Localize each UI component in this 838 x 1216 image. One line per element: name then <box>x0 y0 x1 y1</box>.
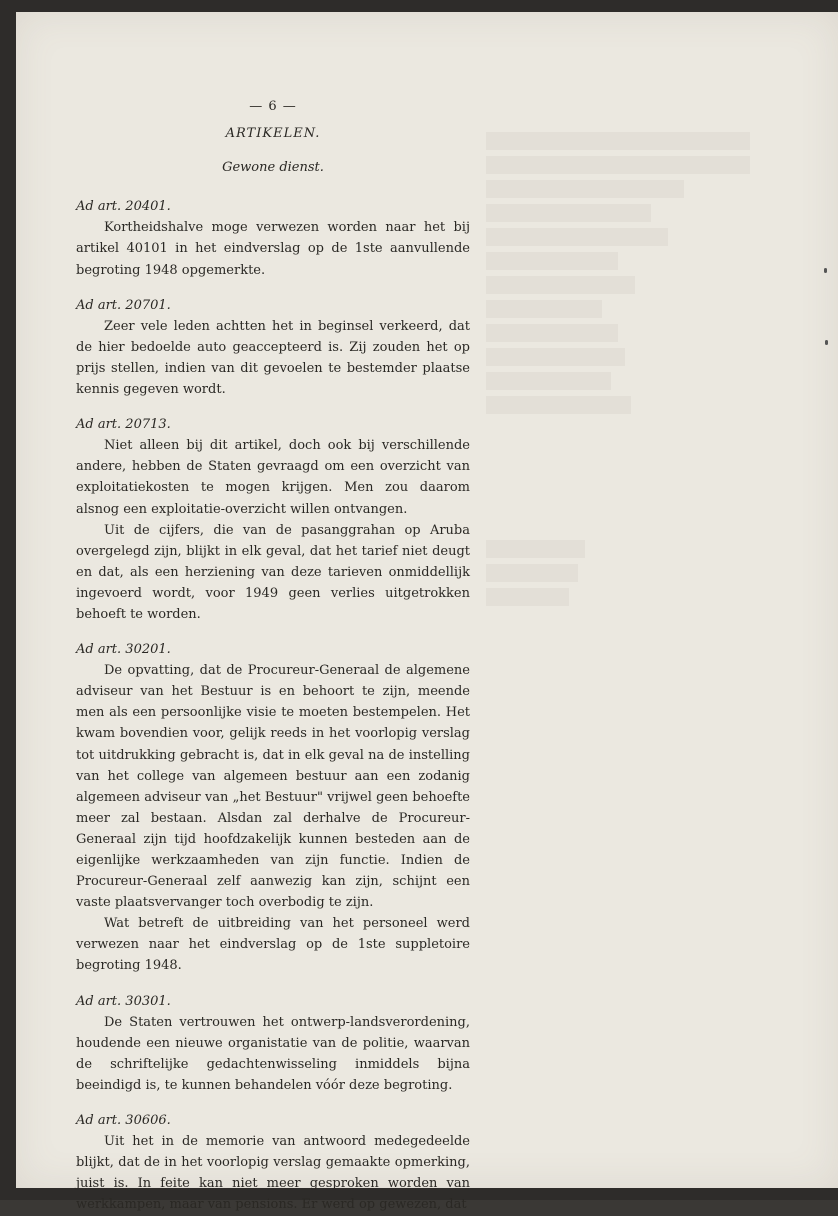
scan-speck <box>824 268 827 273</box>
paragraph: Uit het in de memorie van antwoord medegedeelde blijkt, dat de in het voorlopig verslag gemaakte opmerking, juist is. In feite kan niet meer gesproken worden van werkkampen, maar van pensions. Er werd op gewezen, dat <box>76 1134 470 1213</box>
section-title: Ad art. 30301. <box>76 993 171 1009</box>
paragraph: Uit de cijfers, die van de pasanggrahan op Aruba overgelegd zijn, blijkt in elk geval, dat het tarief niet deugt en dat, als een herziening van deze tarieven onmiddellijk ingevoerd wordt, voor 1949 geen verlies uitgetrokken behoeft te worden. <box>76 522 470 622</box>
section-30301 <box>76 991 470 1096</box>
paragraph: De Staten vertrouwen het ontwerp-landsverordening, houdende een nieuwe organistatie van de politie, waarvan de schriftelijke gedachtenwisseling inmiddels bijna beeindigd is, te kunnen behandelen vóór deze begroting. <box>76 1014 470 1093</box>
section-title: Ad art. 30606. <box>76 1113 171 1129</box>
section-20401 <box>76 196 470 280</box>
page-number: — 6 — <box>249 99 297 114</box>
paragraph: Niet alleen bij dit artikel, doch ook bij verschillende andere, hebben de Staten gevraagd om een overzicht van exploitatiekosten te mogen krijgen. Men zou daarom alsnog een exploitatie-overzicht willen ontvangen. <box>76 438 470 517</box>
document-subheading: Gewone dienst. <box>222 160 324 176</box>
bleed-through-text <box>486 132 816 1032</box>
paragraph: Zeer vele leden achtten het in beginsel verkeerd, dat de hier bedoelde auto geaccepteerd is. Zij zouden het op prijs stellen, indien van dit gevoelen te bestemder plaatse kennis gegeven wordt. <box>76 318 470 398</box>
section-20701 <box>76 295 470 400</box>
section-title: Ad art. 20713. <box>76 417 171 433</box>
section-title: Ad art. 20701. <box>76 297 171 313</box>
document-heading: ARTIKELEN. <box>225 126 321 142</box>
section-title: Ad art. 20401. <box>76 199 171 215</box>
section-title: Ad art. 30201. <box>76 642 171 658</box>
document-page <box>16 12 838 1213</box>
paragraph: Kortheidshalve moge verwezen worden naar het bij artikel 40101 in het eindverslag op de 1ste aanvullende begroting 1948 opgemerkte. <box>76 220 470 278</box>
paragraph: Wat betreft de uitbreiding van het personeel werd verwezen naar het eindverslag op de 1ste suppletoire begroting 1948. <box>76 916 470 974</box>
document-body <box>76 96 470 1216</box>
section-20713 <box>76 414 470 625</box>
scan-speck <box>825 340 828 345</box>
section-30201 <box>76 639 470 977</box>
paragraph: De opvatting, dat de Procureur-Generaal de algemene adviseur van het Bestuur is en behoort te zijn, meende men als een persoonlijke visie te moeten bestempelen. Het kwam bovendien voor, gelijk reeds in het voorlopig verslag tot uitdrukking gebracht is, dat in elk geval na de instelling van het college van algemeen bestuur aan een zodanig algemeen adviseur van „het Bestuur" vrijwel geen behoefte meer zal bestaan. Alsdan zal derhalve de Procureur-Generaal zijn tijd hoofdzakelijk kunnen besteden aan de eigenlijke werkzaamheden van zijn functie. Indien de Procureur-Generaal zelf aanwezig kan zijn, schijnt een vaste plaatsvervanger toch overbodig te zijn. <box>76 663 470 911</box>
